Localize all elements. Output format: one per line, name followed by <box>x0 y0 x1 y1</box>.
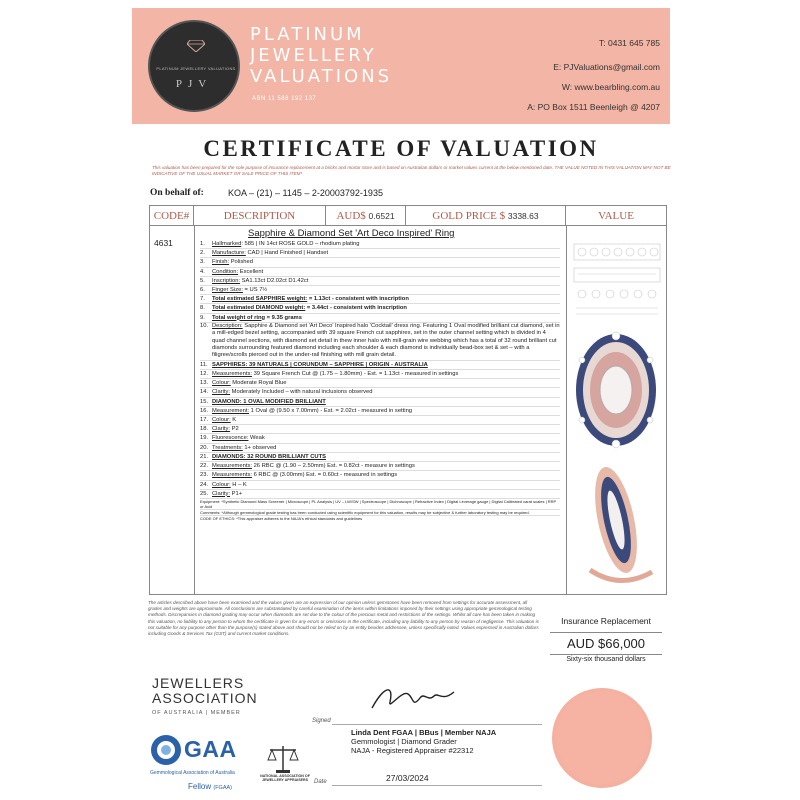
spec-row <box>200 416 560 425</box>
gaa-fellow-abbr: (FGAA) <box>213 785 232 791</box>
header-code: CODE# <box>150 206 194 226</box>
header-aud <box>326 206 406 226</box>
naja-name: NATIONAL ASSOCIATION OF JEWELLERY APPRAISERS <box>260 774 310 782</box>
spec-row <box>200 304 560 313</box>
spec-row <box>200 398 560 407</box>
spec-value: Moderate Royal Blue <box>230 380 287 387</box>
spec-label: Condition: <box>212 268 239 275</box>
spec-row <box>200 379 560 388</box>
spec-row <box>200 388 560 397</box>
spec-number: 11. <box>200 361 208 368</box>
certificate-page <box>132 8 670 794</box>
spec-label: Measurements: <box>212 463 252 470</box>
ethics-note: CODE OF ETHICS: *This appraiser adheres to the NAJA's ethical standards and guidelines <box>200 515 363 521</box>
association-line-2: ASSOCIATION <box>152 690 258 706</box>
spec-label: Clarity: <box>212 490 231 497</box>
signed-label: Signed <box>312 718 331 724</box>
valuation-seal <box>552 688 652 788</box>
spec-value: = 9.35 grams <box>265 314 302 321</box>
signer-registration: NAJA - Registered Appraiser #22312 <box>351 746 474 755</box>
gaa-fellow-label: Fellow <box>188 782 212 791</box>
spec-row <box>200 471 560 480</box>
brand-name <box>250 24 392 87</box>
spec-label: Measurement: <box>212 407 250 414</box>
spec-row <box>200 453 560 462</box>
spec-row <box>200 286 560 295</box>
spec-number: 5. <box>200 277 205 284</box>
spec-number: 13. <box>200 380 209 387</box>
spec-number: 1. <box>200 241 205 247</box>
insurance-value: AUD $66,000 <box>550 632 662 655</box>
spec-value: 26 RBC @ (1.90 – 2.50mm) Est. = 0.82ct - measure in settings <box>251 463 415 470</box>
spec-number: 15. <box>200 398 209 405</box>
contact-address: A: PO Box 1511 Beenleigh @ 4207 <box>527 102 660 112</box>
spec-value: Weak <box>248 435 265 442</box>
spec-number: 19. <box>200 435 209 442</box>
spec-label: Treatments: <box>212 444 243 451</box>
spec-number: 14. <box>200 389 209 396</box>
table-header <box>150 206 666 226</box>
spec-label: Total weight of ring <box>212 314 266 321</box>
spec-number: 18. <box>200 426 209 433</box>
spec-row <box>200 268 560 277</box>
spec-label: Manufacture: <box>212 250 246 257</box>
brand-line-3: VALUATIONS <box>250 66 393 87</box>
item-details <box>200 240 560 521</box>
spec-value: Polished <box>229 259 253 266</box>
handwritten-signature <box>368 680 458 714</box>
spec-number: 24. <box>200 481 209 488</box>
letterhead <box>132 8 670 124</box>
spec-value: 6 RBC @ (3.00mm) Est. = 0.60ct - measured in settings <box>251 472 398 479</box>
description-row: 10. Description: Sapphire & Diamond set 'Art Deco' Inspired halo 'Cocktail' dress ring. Featuring 1 Oval modified brilliant cut diamond, set in a mill-edged bezel setting, accompanied with 39 square French cut sapphires, set in the outer channel setting which is divided in 4 quad channel sections, with diamond set detail in thew inner halo with mill-grain wire webbing which has a total of 32 round brilliant cut diamonds surrounding featured diamond including each shoulder & each diamond is individually bead-box set & set – with a filigree/scrolls pierced out in the under-rail finishing with mill grain detail. <box>200 323 560 361</box>
spec-label: Colour: <box>212 417 231 424</box>
item-code: 4631 <box>154 238 173 248</box>
spec-row <box>200 249 560 258</box>
spec-label: Measurements: <box>212 472 252 479</box>
diamond-icon <box>187 40 205 52</box>
behalf-label: On behalf of: <box>150 188 204 198</box>
spec-value: 1 Oval @ (9.50 x 7.00mm) - Est. = 2.02ct - measured in setting <box>249 407 413 414</box>
spec-number: 6. <box>200 287 205 294</box>
association-line-1: JEWELLERS <box>152 675 245 691</box>
gold-value: 3338.63 <box>507 211 539 221</box>
round-diamond-section <box>200 453 560 499</box>
spec-number: 4. <box>200 268 205 275</box>
spec-label: Total estimated DIAMOND weight: <box>212 305 306 312</box>
header-gold-price <box>406 206 566 226</box>
association-sub: OF AUSTRALIA | MEMBER <box>152 710 241 716</box>
contact-website[interactable]: W: www.bearbling.com.au <box>561 82 660 92</box>
spec-row <box>200 481 560 490</box>
naja-logo <box>258 744 308 796</box>
document-title: CERTIFICATE OF VALUATION <box>203 136 599 161</box>
spec-value: Moderately Included – with natural inclusions observed <box>230 389 373 396</box>
brand-line-1: PLATINUM <box>250 24 365 45</box>
gaa-emblem-icon <box>150 734 182 766</box>
contact-email[interactable]: E: PJValuations@gmail.com <box>553 62 660 72</box>
item-title: Sapphire & Diamond Set 'Art Deco Inspired' Ring <box>248 228 455 239</box>
signer-role: Gemmologist | Diamond Grader <box>351 737 457 746</box>
spec-value: H – K <box>230 481 247 488</box>
spec-label: Measurements: <box>212 371 252 378</box>
spec-value: K <box>230 417 237 424</box>
aud-label: AUD$ <box>336 210 366 222</box>
spec-number: 22. <box>200 463 209 470</box>
spec-label: Colour: <box>212 481 231 488</box>
gaa-fellow <box>188 782 232 791</box>
spec-label: Fluorescence: <box>212 435 249 442</box>
spec-value: 39 Square French Cut @ (1.75 – 1.80mm) - Est. = 1.13ct - measured in settings <box>251 371 459 378</box>
equipment-note: Equipment: *Synthetic Diamond Mass Screener | Microscope | PL Analysis | UV – LW/SW | Spectroscope | Dichroscope | Refractive Index | Digital Leverage gauge | Digital Calibrated carat scales | RRP or Acid <box>200 499 560 510</box>
aud-value: 0.6521 <box>368 211 395 221</box>
value-column <box>566 226 666 596</box>
gaa-wordmark: GAA <box>184 736 237 762</box>
spec-value: Excellent <box>238 268 264 275</box>
spec-label: Total estimated SAPPHIRE weight: <box>212 296 308 303</box>
spec-value: SA1.13ct D2.02ct D1.42ct <box>240 277 309 284</box>
spec-label: DIAMOND: 1 OVAL MODIFIED BRILLIANT <box>212 398 326 405</box>
spec-list <box>200 240 560 323</box>
spec-value: : 585 | IN 14ct ROSE GOLD – rhodium plating <box>241 241 360 247</box>
spec-label: DIAMONDS: 32 ROUND BRILLIANT CUTS <box>212 453 327 460</box>
insurance-value-words: Sixty-six thousand dollars <box>566 656 646 663</box>
header-description: DESCRIPTION <box>194 206 326 226</box>
behalf-value: KOA – (21) – 1145 – 2-20003792-1935 <box>228 188 383 198</box>
grading-reference-chart <box>572 238 662 324</box>
spec-row <box>200 295 560 304</box>
gaa-logo <box>150 732 250 794</box>
spec-label: Finish: <box>212 259 230 266</box>
spec-number: 25. <box>200 490 209 497</box>
insurance-label: Insurance Replacement <box>561 616 651 626</box>
spec-value: P2 <box>230 426 239 433</box>
sapphire-section <box>200 361 560 398</box>
valuation-disclaimer: This valuation has been prepared for the sole purpose of insurance replacement at a bricks and mortar store and is based on Australian dollars or market values current at the below mentioned date. THE VALUE NOTED IN THIS VALUATION MAY NOT BE INDICATIVE OF THE USUAL MARKET OR SALE PRICE OF THIS ITEM* <box>152 165 671 176</box>
spec-value: = US 7½ <box>242 287 268 294</box>
logo-initials: PJV <box>175 78 213 90</box>
comments-note: Comments: *Although gemmological grade testing has been conducted using scientific equipment for this valuation, results may be subjective & further laboratory testing may be required. <box>200 510 560 516</box>
spec-value: CAD | Hand Finished | Handset <box>245 250 329 257</box>
diamond-section <box>200 398 560 453</box>
brand-line-2: JEWELLERY <box>250 45 377 66</box>
signer-name: Linda Dent FGAA | BBus | Member NAJA <box>351 728 497 737</box>
column-divider <box>194 226 195 594</box>
company-logo <box>148 20 240 112</box>
spec-label: Hallmarked <box>212 241 242 247</box>
spec-number: 2. <box>200 250 205 257</box>
valuation-date: 27/03/2024 <box>386 773 429 783</box>
spec-number: 16. <box>200 407 209 414</box>
spec-row <box>200 490 560 499</box>
spec-label: Finger Size: <box>212 287 243 294</box>
gaa-full-name: Gemmological Association of Australia <box>150 770 235 776</box>
spec-row <box>200 240 560 249</box>
spec-row <box>200 258 560 267</box>
spec-row <box>200 314 560 323</box>
spec-row <box>200 407 560 416</box>
signature-line <box>332 724 542 725</box>
spec-label: Clarity: <box>212 389 231 396</box>
date-line <box>332 785 542 786</box>
spec-label: SAPPHIRES: 39 NATURALS | CORUNDUM – SAPPHIRE | ORIGIN - AUSTRALIA <box>212 361 428 368</box>
spec-label: Inscription: <box>212 277 241 284</box>
spec-label: Colour: <box>212 380 231 387</box>
spec-row <box>200 277 560 286</box>
ring-side-view-photo <box>580 460 660 590</box>
jewellers-association-logo <box>152 676 262 721</box>
spec-value: = 1.13ct - consistent with inscription <box>307 296 409 303</box>
valuation-table <box>149 205 667 595</box>
spec-number: 9. <box>200 314 205 321</box>
spec-value: 1+ observed <box>242 444 277 451</box>
spec-number: 23. <box>200 472 209 479</box>
header-value: VALUE <box>598 210 634 222</box>
ring-top-view-photo <box>568 330 664 450</box>
date-label: Date <box>314 779 327 785</box>
abn-number: ABN 11 588 192 137 <box>252 96 317 102</box>
spec-row <box>200 444 560 453</box>
spec-number: 3. <box>200 259 205 266</box>
spec-number: 21. <box>200 453 209 460</box>
scales-of-justice-icon <box>266 744 300 774</box>
spec-number: 8. <box>200 305 205 312</box>
signer-details <box>351 728 496 755</box>
spec-number: 7. <box>200 296 205 303</box>
gold-label: GOLD PRICE $ <box>432 210 506 222</box>
spec-value: = 3.44ct - consistent with inscription <box>305 305 407 312</box>
spec-number: 17. <box>200 417 209 424</box>
logo-tagline: PLATINUM JEWELLERY VALUATIONS <box>156 66 236 71</box>
spec-number: 20. <box>200 444 209 451</box>
spec-row <box>200 370 560 379</box>
spec-row <box>200 361 560 370</box>
spec-row <box>200 425 560 434</box>
spec-value: P1+ <box>230 490 243 497</box>
spec-row <box>200 434 560 443</box>
contact-phone: T: 0431 645 785 <box>599 38 660 48</box>
spec-label: Clarity: <box>212 426 231 433</box>
spec-row <box>200 462 560 471</box>
terms-and-conditions: The articles described above have been examined and the values given are an expression of our opinion unless gemstones have been removed from settings for accurate assessment, all grades and weights are approximate. All conclusions are substantiated by careful examination of the items within limitations imposed by their settings using appropriate gemmological testing methods. Discrepancies in diamond grading may occur when diamonds are set due to the colour of the precious metal and restrictions of the settings. Whilst all care has been taken in making this valuation, no liability to any person to whom the certificate is given for any errors or omissions in the certificate, including any liability to any person by reason of negligence. This valuation is not suitable for any purpose other than the purpose(s) stated above and should not be relied on by an entity besides addressee, unless specifically noted. Values expressed in Australian dollars including Goods & Services Tax (GST) and current market conditions. <box>148 600 539 637</box>
spec-number: 12. <box>200 371 209 378</box>
